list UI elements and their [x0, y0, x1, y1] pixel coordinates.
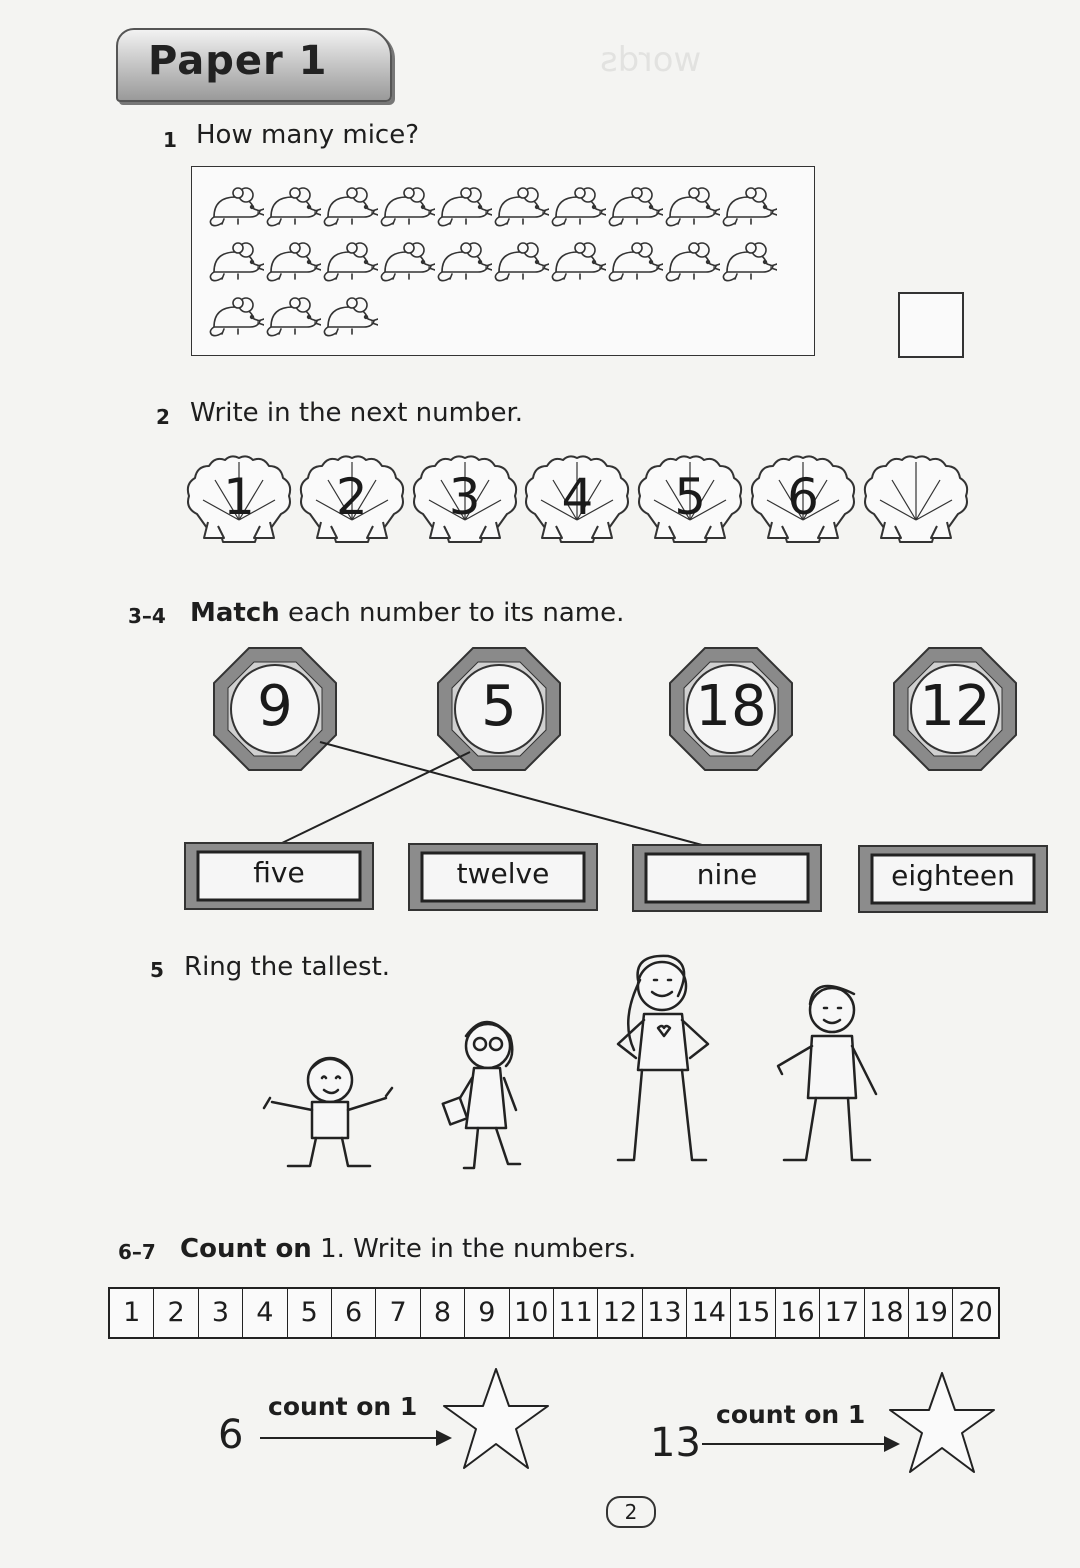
- name-box[interactable]: [408, 843, 598, 911]
- number-line: [108, 1287, 1000, 1339]
- child-figure[interactable]: [618, 956, 708, 1160]
- octagon-number: 5: [481, 674, 517, 739]
- question-prompt: How many mice?: [196, 120, 420, 150]
- name-box[interactable]: [184, 842, 374, 910]
- name-box[interactable]: [632, 844, 822, 912]
- number-line-cell: 11: [554, 1289, 598, 1337]
- shell-number: 6: [787, 468, 819, 526]
- number-line-cell: 6: [332, 1289, 376, 1337]
- match-line-9-nine: [320, 742, 728, 852]
- question-number: 6–7: [118, 1240, 156, 1264]
- children-illustration: [250, 950, 910, 1180]
- octagon-number: 9: [257, 674, 293, 739]
- number-line-cell: 13: [643, 1289, 687, 1337]
- question-prompt: Write in the next number.: [190, 398, 524, 428]
- page-number: 2: [606, 1496, 656, 1528]
- number-line-cell: 16: [776, 1289, 820, 1337]
- octagon-number: 12: [919, 674, 991, 739]
- match-line-5-five: [282, 752, 470, 843]
- shell-number: 2: [335, 468, 368, 526]
- number-line-cell: 3: [199, 1289, 243, 1337]
- question-number: 3–4: [128, 604, 166, 628]
- number-line-cell: 7: [376, 1289, 420, 1337]
- number-line-cell: 14: [687, 1289, 731, 1337]
- shell-number: 4: [561, 468, 594, 526]
- child-figure[interactable]: [778, 986, 876, 1160]
- count-on-label: count on 1: [268, 1392, 418, 1421]
- answer-star[interactable]: [886, 1370, 998, 1478]
- question-number: 5: [150, 958, 164, 982]
- number-line-cell: 18: [865, 1289, 909, 1337]
- number-line-cell: 19: [909, 1289, 953, 1337]
- start-number: 6: [218, 1412, 244, 1458]
- prompt-bold: Count on: [180, 1234, 312, 1264]
- start-number: 13: [650, 1420, 701, 1466]
- number-line-cell: 5: [288, 1289, 332, 1337]
- name-label: eighteen: [891, 859, 1015, 892]
- number-line-cell: 4: [243, 1289, 287, 1337]
- number-line-cell: 9: [465, 1289, 509, 1337]
- shell-number: 1: [223, 468, 255, 526]
- prompt-bold: Match: [190, 598, 280, 628]
- number-line-cell: 20: [958, 1297, 993, 1328]
- question-prompt: [180, 1234, 636, 1264]
- child-figure[interactable]: [443, 1022, 520, 1168]
- count-arrow: [698, 1430, 908, 1460]
- question-number: 2: [156, 405, 170, 429]
- question-number: 1: [163, 128, 177, 152]
- prompt-rest: each number to its name.: [288, 598, 625, 628]
- name-label: five: [253, 856, 305, 889]
- child-figure[interactable]: [264, 1058, 392, 1166]
- question-prompt: Ring the tallest.: [184, 952, 391, 982]
- number-line-cell: 8: [421, 1289, 465, 1337]
- name-label: nine: [696, 858, 758, 891]
- shell-number: 5: [674, 468, 707, 526]
- number-line-cell: 2: [154, 1289, 198, 1337]
- shell-number: 3: [448, 468, 481, 526]
- number-line-cell: 12: [598, 1289, 642, 1337]
- name-label: twelve: [456, 857, 550, 890]
- number-line-cell: 10: [510, 1289, 554, 1337]
- number-line-cell: 1: [110, 1289, 154, 1337]
- answer-star[interactable]: [440, 1366, 552, 1474]
- number-line-cell: 17: [820, 1289, 864, 1337]
- page-title: Paper 1: [148, 38, 328, 84]
- name-box[interactable]: [858, 845, 1048, 913]
- count-on-label: count on 1: [716, 1400, 866, 1429]
- count-arrow: [256, 1424, 456, 1454]
- octagon-number: 18: [695, 674, 767, 739]
- prompt-rest: 1. Write in the numbers.: [320, 1234, 637, 1264]
- number-line-cell: 15: [731, 1289, 775, 1337]
- showthrough-text: words: [600, 40, 702, 80]
